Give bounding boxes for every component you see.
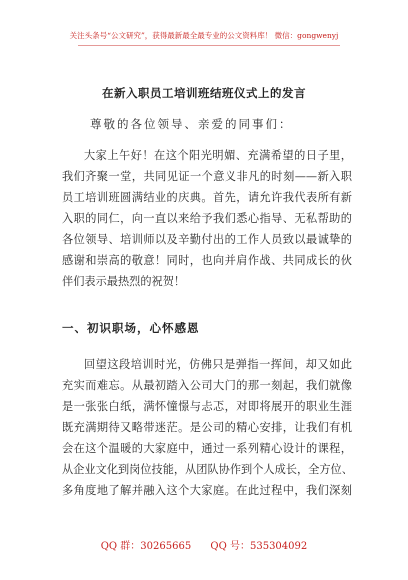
- paragraph-line: 从企业文化到岗位技能，从团队协作到个人成长，全方位、: [62, 463, 353, 476]
- paragraph-line: 员工培训班圆满结业的庆典。首先，请允许我代表所有新: [62, 191, 352, 204]
- paragraph-section1: [62, 354, 352, 501]
- paragraph-line: 会在这个温暖的大家庭中，通过一系列精心设计的课程，: [62, 442, 352, 455]
- paragraph-line: 伴们表示最热烈的祝贺！: [62, 275, 186, 288]
- paragraph-line: 充实而难忘。从最初踏入公司大门的那一刻起，我们就像: [62, 379, 352, 392]
- footer-qq-group: QQ 群：30265665: [100, 541, 192, 552]
- paragraph-line: 回望这段培训时光，仿佛只是弹指一挥间，却又如此: [84, 358, 352, 371]
- paragraph-line: 大家上午好！在这个阳光明媚、充满希望的日子里，: [84, 149, 352, 162]
- footer-contact: [0, 537, 408, 552]
- paragraph-line: 感谢和崇高的敬意！同时，也向并肩作战、共同成长的伙: [62, 254, 352, 267]
- section-heading: 一、初识职场，心怀感恩: [62, 321, 200, 335]
- header-banner: 关注头条号“公文研究”，获得最新最全最专业的公文资料库！ 微信：gongwenyj: [69, 31, 339, 40]
- greeting-line: 尊敬的各位领导、亲爱的同事们：: [90, 117, 293, 131]
- header-divider: [78, 45, 340, 46]
- paragraph-line: 入职的同仁，向一直以来给予我们悉心指导、无私帮助的: [62, 212, 352, 225]
- paragraph-line: 我们齐聚一堂，共同见证一个意义非凡的时刻——新入职: [62, 170, 352, 183]
- footer-qq-number: QQ 号：535304092: [210, 541, 308, 552]
- paragraph-line: 多角度地了解并融入这个大家庭。在此过程中，我们深刻: [62, 484, 352, 497]
- paragraph-line: 各位领导、培训师以及辛勤付出的工作人员致以最诚挚的: [62, 233, 352, 246]
- paragraph-line: 既充满期待又略带迷茫。是公司的精心安排，让我们有机: [62, 421, 352, 434]
- paragraph-line: 是一张张白纸，满怀憧憬与忐忑，对即将展开的职业生涯: [62, 400, 352, 413]
- document-title: 在新入职员工培训班结班仪式上的发言: [102, 86, 306, 100]
- paragraph-opening: [62, 145, 352, 292]
